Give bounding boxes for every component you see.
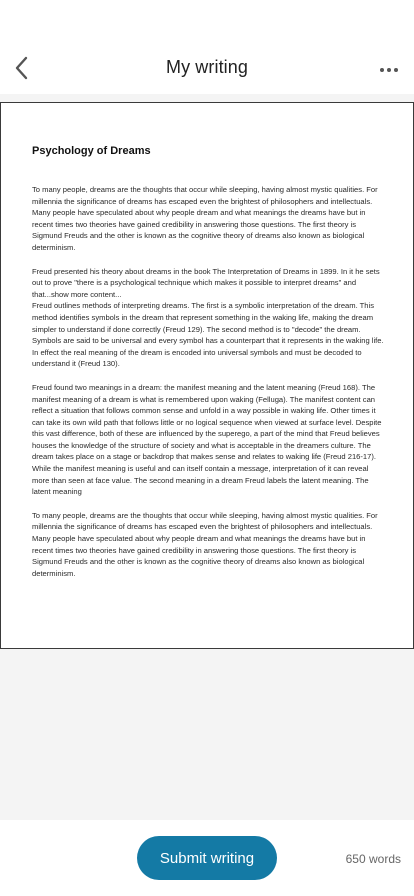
- document-preview[interactable]: [0, 102, 414, 649]
- document-paragraph: [32, 382, 385, 498]
- submit-writing-button[interactable]: Submit writing: [137, 836, 277, 880]
- document-title: Psychology of Dreams: [32, 145, 151, 157]
- word-count: 650 words: [345, 852, 401, 866]
- document-paragraph: [32, 266, 385, 370]
- paragraph-text: Freud presented his theory about dreams in the book The Interpretation of Dreams in 1899. In it he sets out to prove "there is a psychological technique which makes it possible to interpret dreams" and that...show more content...: [32, 266, 380, 299]
- app-header: [0, 0, 414, 94]
- more-horizontal-icon: [394, 68, 398, 72]
- document-paragraph: [32, 510, 385, 580]
- page-title: My writing: [165, 57, 248, 77]
- paragraph-text: Freud outlines methods of interpreting dreams. The first is a symbolic interpretation of the dream. This method identifies symbols in the dream that represent something in the waking life, making the dream simpler to understand if done correctly (Freud 129). The second method is to "decode" the dream. Symbols are said to be universal and every symbol has a counterpart that it represents in the waking life. In effect the real meaning of the dream is encoded into universal symbols and must be decoded to understand it (Freud 130).: [32, 301, 384, 369]
- paragraph-text: To many people, dreams are the thoughts that occur while sleeping, having almost mystic qualities. For millennia the significance of dreams has escaped even the brightest of philosophers and intellectuals. Many people have speculated about why people dream and what meanings the dreams have but in recent times two theories have gained credibility in answering those questions. The first theory is Sigmund Freuds and the other is known as the cognitive theory of dreams also known as biological determinism.: [32, 185, 378, 252]
- document-paragraph: [32, 184, 385, 254]
- more-horizontal-icon: [387, 68, 391, 72]
- more-horizontal-icon: [380, 68, 384, 72]
- paragraph-text: To many people, dreams are the thoughts that occur while sleeping, having almost mystic qualities. For millennia the significance of dreams has escaped even the brightest of philosophers and intellectuals. Many people have speculated about why people dream and what meanings the dreams have but in recent times two theories have gained credibility in answering those questions. The first theory is Sigmund Freuds and the other is known as the cognitive theory of dreams also known as biological determinism.: [32, 510, 378, 578]
- bottom-action-bar: [0, 820, 414, 896]
- paragraph-text: Freud found two meanings in a dream: the manifest meaning and the latent meaning (Freud 168). The manifest meaning of a dream is what is remembered upon waking (Felluga). The manifest content can reflect a situation that follows common sense and unfold in a way possible in waking life. Other times it can take its own wild path that follows little or no logical sequence when viewed at surface level. Despite this vast difference, both of these are influenced by the superego, a part of the mind that Freud believes houses the knowledge of the structure of society and what is acceptable in the dreamers culture. The dream takes place on a stage or backdrop that makes sense and relates to waking life (Freud 216-17). While the manifest meaning is useful and can itself contain a message, interpretation of it can reveal more than seen at face value. The second meaning in a dream Freud labels the latent meaning. The latent meaning: [32, 382, 382, 497]
- more-options-button[interactable]: [376, 60, 402, 80]
